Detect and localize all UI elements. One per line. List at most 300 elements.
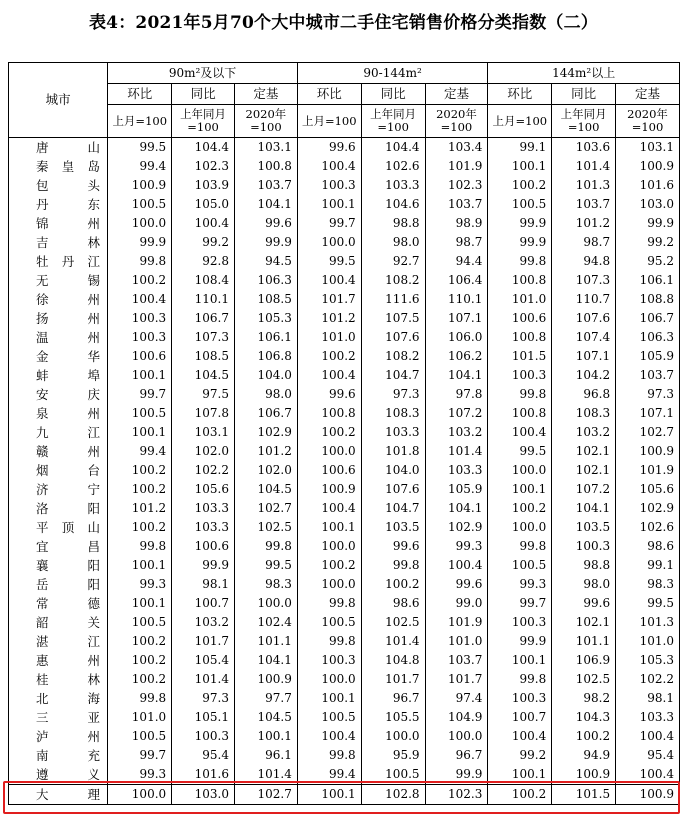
sub-header-mom: 环比 bbox=[488, 84, 552, 105]
index-value: 104.1 bbox=[234, 651, 297, 670]
table-row bbox=[9, 594, 680, 613]
index-value: 101.3 bbox=[552, 176, 616, 195]
city-label: 泉 州 bbox=[36, 406, 100, 421]
index-value: 103.3 bbox=[616, 708, 680, 727]
group-header-large: 144m²以上 bbox=[488, 63, 680, 84]
city-name bbox=[9, 670, 108, 689]
index-value: 100.4 bbox=[616, 727, 680, 746]
city-label: 常 德 bbox=[36, 596, 100, 611]
city-label: 三 亚 bbox=[36, 710, 100, 725]
index-value: 99.8 bbox=[488, 537, 552, 556]
index-value: 100.1 bbox=[234, 727, 297, 746]
index-value: 100.3 bbox=[552, 537, 616, 556]
index-value: 100.0 bbox=[425, 727, 488, 746]
index-value: 108.3 bbox=[361, 404, 425, 423]
index-value: 101.0 bbox=[425, 632, 488, 651]
index-value: 100.3 bbox=[488, 689, 552, 708]
index-value: 100.8 bbox=[488, 271, 552, 290]
index-value: 104.5 bbox=[234, 708, 297, 727]
index-value: 104.6 bbox=[361, 195, 425, 214]
index-value: 105.9 bbox=[425, 480, 488, 499]
index-value: 99.6 bbox=[297, 385, 361, 404]
index-value: 99.5 bbox=[616, 594, 680, 613]
table-row bbox=[9, 214, 680, 233]
index-value: 106.1 bbox=[234, 328, 297, 347]
index-value: 92.7 bbox=[361, 252, 425, 271]
index-value: 102.0 bbox=[234, 461, 297, 480]
index-value: 99.1 bbox=[616, 556, 680, 575]
index-value: 102.0 bbox=[172, 442, 235, 461]
index-value: 107.1 bbox=[616, 404, 680, 423]
index-value: 102.5 bbox=[552, 670, 616, 689]
index-value: 100.2 bbox=[361, 575, 425, 594]
index-value: 101.0 bbox=[297, 328, 361, 347]
index-value: 100.9 bbox=[616, 442, 680, 461]
index-value: 100.2 bbox=[552, 727, 616, 746]
index-value: 100.1 bbox=[488, 765, 552, 785]
city-label: 吉 林 bbox=[36, 235, 100, 250]
index-value: 100.1 bbox=[108, 594, 172, 613]
index-value: 100.7 bbox=[172, 594, 235, 613]
index-value: 102.9 bbox=[234, 423, 297, 442]
index-value: 102.5 bbox=[361, 613, 425, 632]
index-value: 107.6 bbox=[361, 480, 425, 499]
table-row bbox=[9, 651, 680, 670]
index-value: 103.1 bbox=[616, 138, 680, 158]
index-value: 101.1 bbox=[552, 632, 616, 651]
index-value: 108.5 bbox=[234, 290, 297, 309]
city-label: 襄 阳 bbox=[36, 558, 100, 573]
index-value: 95.4 bbox=[172, 746, 235, 765]
city-label: 岳 阳 bbox=[36, 577, 100, 592]
city-name bbox=[9, 632, 108, 651]
index-value: 105.1 bbox=[172, 708, 235, 727]
city-label: 平 顶 山 bbox=[36, 520, 100, 535]
index-value: 99.1 bbox=[488, 138, 552, 158]
table-row bbox=[9, 537, 680, 556]
index-value: 101.7 bbox=[297, 290, 361, 309]
base-label-prev-month: 上月=100 bbox=[488, 105, 552, 138]
index-value: 100.1 bbox=[108, 423, 172, 442]
index-value: 102.1 bbox=[552, 442, 616, 461]
index-value: 100.1 bbox=[297, 195, 361, 214]
city-label: 济 宁 bbox=[36, 482, 100, 497]
index-value: 100.9 bbox=[552, 765, 616, 785]
index-value: 101.4 bbox=[361, 632, 425, 651]
index-value: 100.2 bbox=[108, 670, 172, 689]
table-row bbox=[9, 442, 680, 461]
index-value: 100.2 bbox=[108, 480, 172, 499]
city-name bbox=[9, 442, 108, 461]
index-value: 99.3 bbox=[488, 575, 552, 594]
index-value: 100.0 bbox=[108, 214, 172, 233]
index-value: 103.7 bbox=[425, 651, 488, 670]
index-value: 102.3 bbox=[172, 157, 235, 176]
city-label: 唐 山 bbox=[36, 140, 100, 155]
index-value: 106.3 bbox=[234, 271, 297, 290]
base-label-2020: 2020年=100 bbox=[616, 105, 680, 138]
index-value: 100.2 bbox=[488, 785, 552, 805]
index-value: 97.3 bbox=[172, 689, 235, 708]
index-value: 101.9 bbox=[425, 613, 488, 632]
index-value: 106.7 bbox=[172, 309, 235, 328]
table-row bbox=[9, 575, 680, 594]
index-value: 101.4 bbox=[234, 765, 297, 785]
city-name bbox=[9, 385, 108, 404]
sub-header-base: 定基 bbox=[616, 84, 680, 105]
index-value: 104.5 bbox=[234, 480, 297, 499]
index-value: 99.9 bbox=[488, 233, 552, 252]
index-value: 99.3 bbox=[425, 537, 488, 556]
index-value: 102.5 bbox=[234, 518, 297, 537]
index-value: 100.3 bbox=[488, 366, 552, 385]
group-header-medium: 90-144m² bbox=[297, 63, 488, 84]
index-value: 99.8 bbox=[488, 670, 552, 689]
index-value: 105.6 bbox=[616, 480, 680, 499]
index-value: 100.1 bbox=[297, 785, 361, 805]
city-name bbox=[9, 271, 108, 290]
city-name bbox=[9, 366, 108, 385]
index-value: 102.7 bbox=[234, 499, 297, 518]
index-value: 99.5 bbox=[234, 556, 297, 575]
table-row bbox=[9, 727, 680, 746]
index-value: 103.1 bbox=[234, 138, 297, 158]
index-value: 99.9 bbox=[172, 556, 235, 575]
index-value: 100.1 bbox=[488, 157, 552, 176]
index-value: 104.4 bbox=[361, 138, 425, 158]
index-value: 94.8 bbox=[552, 252, 616, 271]
table-row bbox=[9, 328, 680, 347]
index-value: 98.3 bbox=[616, 575, 680, 594]
index-value: 100.2 bbox=[297, 347, 361, 366]
index-value: 99.2 bbox=[488, 746, 552, 765]
index-value: 97.3 bbox=[616, 385, 680, 404]
index-value: 104.5 bbox=[172, 366, 235, 385]
index-value: 110.1 bbox=[172, 290, 235, 309]
index-value: 100.7 bbox=[488, 708, 552, 727]
table-row bbox=[9, 233, 680, 252]
index-value: 100.4 bbox=[297, 271, 361, 290]
index-value: 98.7 bbox=[425, 233, 488, 252]
index-value: 103.1 bbox=[172, 423, 235, 442]
index-value: 101.3 bbox=[616, 613, 680, 632]
highlight-box bbox=[3, 781, 680, 814]
index-value: 98.6 bbox=[616, 537, 680, 556]
table-row bbox=[9, 461, 680, 480]
index-value: 98.0 bbox=[361, 233, 425, 252]
index-value: 100.0 bbox=[234, 594, 297, 613]
sub-header-mom: 环比 bbox=[108, 84, 172, 105]
index-value: 100.0 bbox=[108, 785, 172, 805]
base-label-prev-year: 上年同月=100 bbox=[172, 105, 235, 138]
city-label: 丹 东 bbox=[36, 197, 100, 212]
index-value: 100.4 bbox=[108, 290, 172, 309]
index-value: 103.3 bbox=[361, 176, 425, 195]
index-value: 103.3 bbox=[361, 423, 425, 442]
index-value: 100.2 bbox=[488, 176, 552, 195]
index-value: 105.5 bbox=[361, 708, 425, 727]
index-value: 100.1 bbox=[108, 366, 172, 385]
group-header-small: 90m²及以下 bbox=[108, 63, 298, 84]
index-value: 103.0 bbox=[172, 785, 235, 805]
index-value: 99.0 bbox=[425, 594, 488, 613]
index-value: 106.2 bbox=[425, 347, 488, 366]
index-value: 100.1 bbox=[297, 689, 361, 708]
index-value: 100.5 bbox=[108, 404, 172, 423]
city-name bbox=[9, 195, 108, 214]
index-value: 100.5 bbox=[488, 556, 552, 575]
index-value: 101.5 bbox=[552, 785, 616, 805]
index-value: 102.6 bbox=[616, 518, 680, 537]
city-label: 蚌 埠 bbox=[36, 368, 100, 383]
city-label: 惠 州 bbox=[36, 653, 100, 668]
city-label: 宜 昌 bbox=[36, 539, 100, 554]
city-label: 九 江 bbox=[36, 425, 100, 440]
index-value: 106.9 bbox=[552, 651, 616, 670]
city-name bbox=[9, 157, 108, 176]
index-value: 98.1 bbox=[616, 689, 680, 708]
index-value: 99.8 bbox=[297, 632, 361, 651]
index-value: 99.9 bbox=[616, 214, 680, 233]
index-value: 95.9 bbox=[361, 746, 425, 765]
table-row bbox=[9, 689, 680, 708]
index-value: 99.8 bbox=[108, 537, 172, 556]
index-value: 99.3 bbox=[108, 765, 172, 785]
index-value: 106.8 bbox=[234, 347, 297, 366]
index-value: 101.0 bbox=[616, 632, 680, 651]
index-value: 107.5 bbox=[361, 309, 425, 328]
index-value: 100.3 bbox=[297, 651, 361, 670]
index-value: 99.8 bbox=[234, 537, 297, 556]
index-value: 99.7 bbox=[297, 214, 361, 233]
index-value: 97.3 bbox=[361, 385, 425, 404]
index-value: 101.6 bbox=[172, 765, 235, 785]
city-label: 安 庆 bbox=[36, 387, 100, 402]
index-value: 100.8 bbox=[234, 157, 297, 176]
index-value: 108.3 bbox=[552, 404, 616, 423]
index-value: 101.2 bbox=[108, 499, 172, 518]
index-value: 98.0 bbox=[552, 575, 616, 594]
index-value: 99.8 bbox=[488, 385, 552, 404]
index-value: 100.8 bbox=[297, 404, 361, 423]
index-value: 104.1 bbox=[552, 499, 616, 518]
index-value: 103.7 bbox=[234, 176, 297, 195]
index-value: 107.1 bbox=[552, 347, 616, 366]
index-value: 100.0 bbox=[297, 537, 361, 556]
table-row bbox=[9, 518, 680, 537]
index-value: 100.2 bbox=[297, 423, 361, 442]
index-value: 98.8 bbox=[361, 214, 425, 233]
index-value: 107.6 bbox=[552, 309, 616, 328]
index-value: 99.2 bbox=[616, 233, 680, 252]
city-label: 徐 州 bbox=[36, 292, 100, 307]
index-value: 104.2 bbox=[552, 366, 616, 385]
index-value: 99.4 bbox=[108, 157, 172, 176]
table-row bbox=[9, 556, 680, 575]
table-row bbox=[9, 499, 680, 518]
city-name bbox=[9, 461, 108, 480]
index-value: 99.6 bbox=[552, 594, 616, 613]
index-value: 98.3 bbox=[234, 575, 297, 594]
index-value: 101.7 bbox=[425, 670, 488, 689]
table-row bbox=[9, 195, 680, 214]
index-value: 100.0 bbox=[297, 670, 361, 689]
city-label: 湛 江 bbox=[36, 634, 100, 649]
table-title: 表4：2021年5月70个大中城市二手住宅销售价格分类指数（二） bbox=[88, 13, 599, 33]
index-value: 97.8 bbox=[425, 385, 488, 404]
city-name bbox=[9, 613, 108, 632]
index-value: 103.3 bbox=[425, 461, 488, 480]
city-name bbox=[9, 233, 108, 252]
index-value: 100.4 bbox=[297, 727, 361, 746]
index-value: 99.5 bbox=[488, 442, 552, 461]
index-value: 102.7 bbox=[234, 785, 297, 805]
table-row bbox=[9, 252, 680, 271]
city-name bbox=[9, 556, 108, 575]
index-value: 100.6 bbox=[488, 309, 552, 328]
table-row bbox=[9, 746, 680, 765]
index-value: 104.0 bbox=[234, 366, 297, 385]
index-value: 108.8 bbox=[616, 290, 680, 309]
city-label: 韶 关 bbox=[36, 615, 100, 630]
index-value: 98.7 bbox=[552, 233, 616, 252]
index-value: 107.2 bbox=[425, 404, 488, 423]
index-value: 94.4 bbox=[425, 252, 488, 271]
index-value: 100.9 bbox=[234, 670, 297, 689]
index-value: 98.2 bbox=[552, 689, 616, 708]
index-value: 99.6 bbox=[361, 537, 425, 556]
sub-header-base: 定基 bbox=[234, 84, 297, 105]
index-value: 100.0 bbox=[297, 442, 361, 461]
index-value: 99.4 bbox=[108, 442, 172, 461]
city-name bbox=[9, 290, 108, 309]
index-value: 100.3 bbox=[172, 727, 235, 746]
index-value: 100.3 bbox=[488, 613, 552, 632]
index-value: 100.9 bbox=[616, 157, 680, 176]
index-value: 100.4 bbox=[488, 727, 552, 746]
index-value: 102.2 bbox=[616, 670, 680, 689]
index-value: 99.5 bbox=[108, 138, 172, 158]
index-value: 102.8 bbox=[361, 785, 425, 805]
index-value: 98.6 bbox=[361, 594, 425, 613]
index-value: 100.1 bbox=[488, 480, 552, 499]
sub-header-yoy: 同比 bbox=[172, 84, 235, 105]
city-name bbox=[9, 499, 108, 518]
index-value: 99.9 bbox=[425, 765, 488, 785]
table-row bbox=[9, 632, 680, 651]
index-value: 98.8 bbox=[552, 556, 616, 575]
index-value: 101.9 bbox=[616, 461, 680, 480]
index-value: 104.7 bbox=[361, 366, 425, 385]
index-value: 99.6 bbox=[297, 138, 361, 158]
index-value: 103.3 bbox=[172, 518, 235, 537]
index-value: 103.2 bbox=[172, 613, 235, 632]
table-row bbox=[9, 309, 680, 328]
index-value: 99.7 bbox=[488, 594, 552, 613]
index-value: 101.0 bbox=[108, 708, 172, 727]
index-value: 100.2 bbox=[488, 499, 552, 518]
index-value: 104.1 bbox=[425, 499, 488, 518]
index-value: 98.0 bbox=[234, 385, 297, 404]
index-value: 96.7 bbox=[425, 746, 488, 765]
city-label: 北 海 bbox=[36, 691, 100, 706]
table-row bbox=[9, 480, 680, 499]
index-value: 110.7 bbox=[552, 290, 616, 309]
city-label: 大 理 bbox=[36, 787, 100, 802]
index-value: 107.3 bbox=[552, 271, 616, 290]
city-label: 温 州 bbox=[36, 330, 100, 345]
index-value: 100.5 bbox=[361, 765, 425, 785]
index-value: 106.7 bbox=[616, 309, 680, 328]
index-value: 106.4 bbox=[425, 271, 488, 290]
index-value: 94.9 bbox=[552, 746, 616, 765]
index-value: 100.1 bbox=[108, 556, 172, 575]
index-value: 101.1 bbox=[234, 632, 297, 651]
index-value: 103.0 bbox=[616, 195, 680, 214]
index-value: 104.9 bbox=[425, 708, 488, 727]
index-value: 100.4 bbox=[425, 556, 488, 575]
city-name bbox=[9, 252, 108, 271]
index-value: 99.9 bbox=[488, 214, 552, 233]
index-value: 107.2 bbox=[552, 480, 616, 499]
city-name bbox=[9, 328, 108, 347]
table-row bbox=[9, 670, 680, 689]
city-name bbox=[9, 537, 108, 556]
city-label: 赣 州 bbox=[36, 444, 100, 459]
city-name bbox=[9, 347, 108, 366]
city-label: 无 锡 bbox=[36, 273, 100, 288]
index-value: 101.7 bbox=[172, 632, 235, 651]
index-value: 100.2 bbox=[108, 518, 172, 537]
city-name bbox=[9, 138, 108, 158]
table-row bbox=[9, 423, 680, 442]
index-value: 99.6 bbox=[234, 214, 297, 233]
city-name bbox=[9, 404, 108, 423]
index-value: 99.5 bbox=[297, 252, 361, 271]
index-value: 103.2 bbox=[552, 423, 616, 442]
city-label: 扬 州 bbox=[36, 311, 100, 326]
base-label-prev-month: 上月=100 bbox=[297, 105, 361, 138]
index-value: 100.5 bbox=[488, 195, 552, 214]
index-value: 101.2 bbox=[297, 309, 361, 328]
table-row bbox=[9, 385, 680, 404]
city-label: 洛 阳 bbox=[36, 501, 100, 516]
index-value: 105.6 bbox=[172, 480, 235, 499]
city-name bbox=[9, 575, 108, 594]
index-value: 108.5 bbox=[172, 347, 235, 366]
index-value: 96.7 bbox=[361, 689, 425, 708]
index-value: 100.6 bbox=[172, 537, 235, 556]
index-value: 100.1 bbox=[297, 518, 361, 537]
index-value: 94.5 bbox=[234, 252, 297, 271]
index-value: 100.5 bbox=[108, 613, 172, 632]
index-value: 101.2 bbox=[234, 442, 297, 461]
index-value: 103.7 bbox=[552, 195, 616, 214]
index-value: 103.7 bbox=[425, 195, 488, 214]
index-value: 101.8 bbox=[361, 442, 425, 461]
city-label: 泸 州 bbox=[36, 729, 100, 744]
index-value: 100.4 bbox=[297, 366, 361, 385]
table-row bbox=[9, 366, 680, 385]
index-value: 101.4 bbox=[425, 442, 488, 461]
index-value: 101.6 bbox=[616, 176, 680, 195]
index-value: 107.8 bbox=[172, 404, 235, 423]
index-value: 100.6 bbox=[108, 347, 172, 366]
index-value: 102.9 bbox=[425, 518, 488, 537]
index-value: 95.4 bbox=[616, 746, 680, 765]
index-value: 102.1 bbox=[552, 461, 616, 480]
index-value: 100.5 bbox=[108, 195, 172, 214]
